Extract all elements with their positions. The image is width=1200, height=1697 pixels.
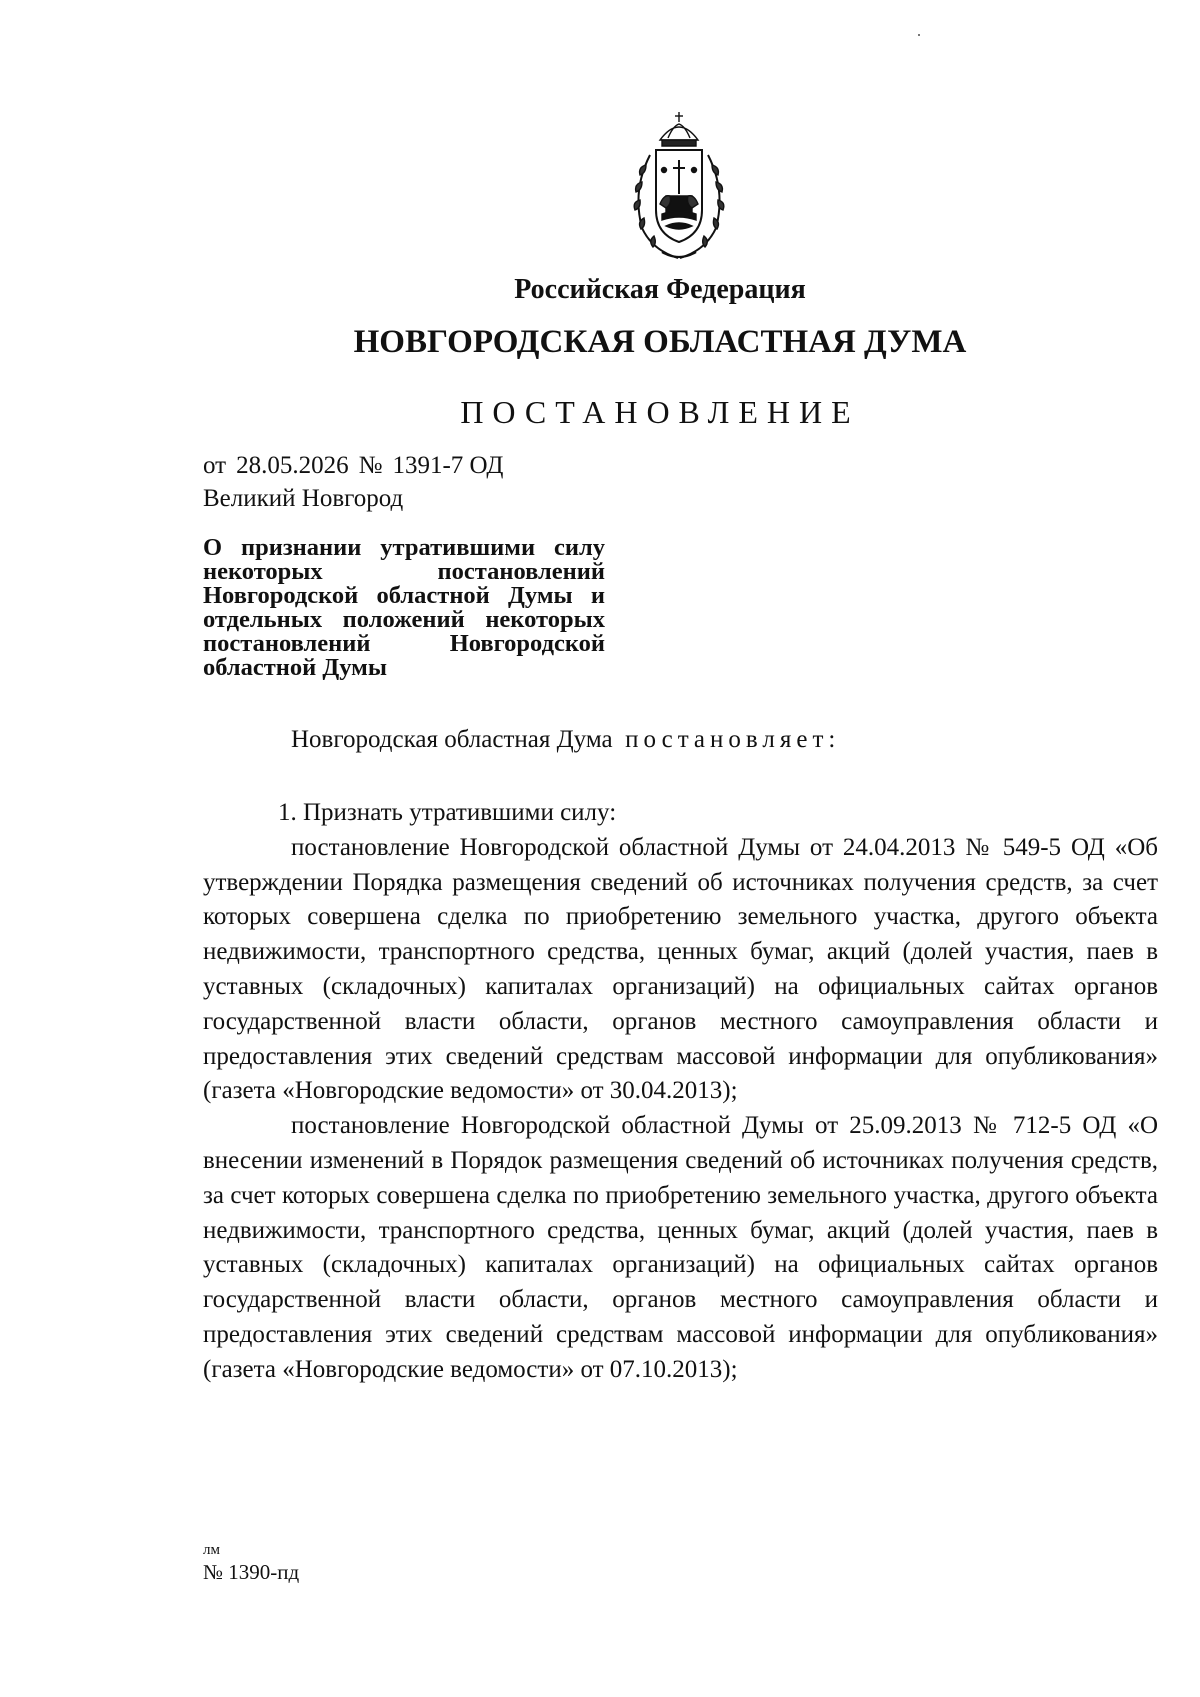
preamble-verb: постановляет: xyxy=(625,726,841,753)
preamble-text: Новгородская областная Дума xyxy=(291,726,613,753)
document-date: 28.05.2026 xyxy=(236,452,349,479)
number-sign: № xyxy=(358,452,383,479)
document-type-title: ПОСТАНОВЛЕНИЕ xyxy=(460,394,860,430)
footer-number: № 1390-пд xyxy=(203,1560,300,1584)
scan-speck xyxy=(918,34,920,36)
footer-initials: лм xyxy=(203,1542,220,1558)
coat-of-arms-icon xyxy=(618,110,740,265)
federation-title: Российская Федерация xyxy=(514,274,806,305)
date-prefix: от xyxy=(203,452,227,479)
document-dateline xyxy=(203,452,513,480)
duma-title: НОВГОРОДСКАЯ ОБЛАСТНАЯ ДУМА xyxy=(353,324,967,360)
preamble xyxy=(291,726,840,754)
item-1-heading: 1. Признать утратившими силу: xyxy=(278,799,617,826)
document-city: Великий Новгород xyxy=(203,485,404,512)
document-body xyxy=(203,796,1158,1388)
body-paragraph: постановление Новгородской областной Думы от 25.09.2013 № 712-5 ОД «О внесении изменений в Порядок размещения сведений об источниках получения средств, за счет которых совершена сделка по приобретению земельного участка, другого объекта недвижимости, транспортного средства, ценных бумаг, акций (долей участия, паев в уставных (складочных) капиталах организаций) на официальных сайтах органов государственной власти области, органов местного самоуправления области и предоставления этих сведений средствам массовой информации для опубликования» (газета «Новгородские ведомости» от 07.10.2013); xyxy=(203,1112,1158,1383)
document-number: 1391-7 ОД xyxy=(392,452,504,479)
document-subject: О признании утратившими силу некоторых постановлений Новгородской областной Думы и отдельных положений некоторых постановлений Новгородской областной Думы xyxy=(203,534,605,681)
body-paragraph: постановление Новгородской областной Думы от 24.04.2013 № 549-5 ОД «Об утверждении Порядка размещения сведений об источниках получения средств, за счет которых совершена сделка по приобретению земельного участка, другого объекта недвижимости, транспортного средства, ценных бумаг, акций (долей участия, паев в уставных (складочных) капиталах организаций) на официальных сайтах органов государственной власти области, органов местного самоуправления области и предоставления этих сведений средствам массовой информации для опубликования» (газета «Новгородские ведомости» от 30.04.2013); xyxy=(203,833,1158,1105)
